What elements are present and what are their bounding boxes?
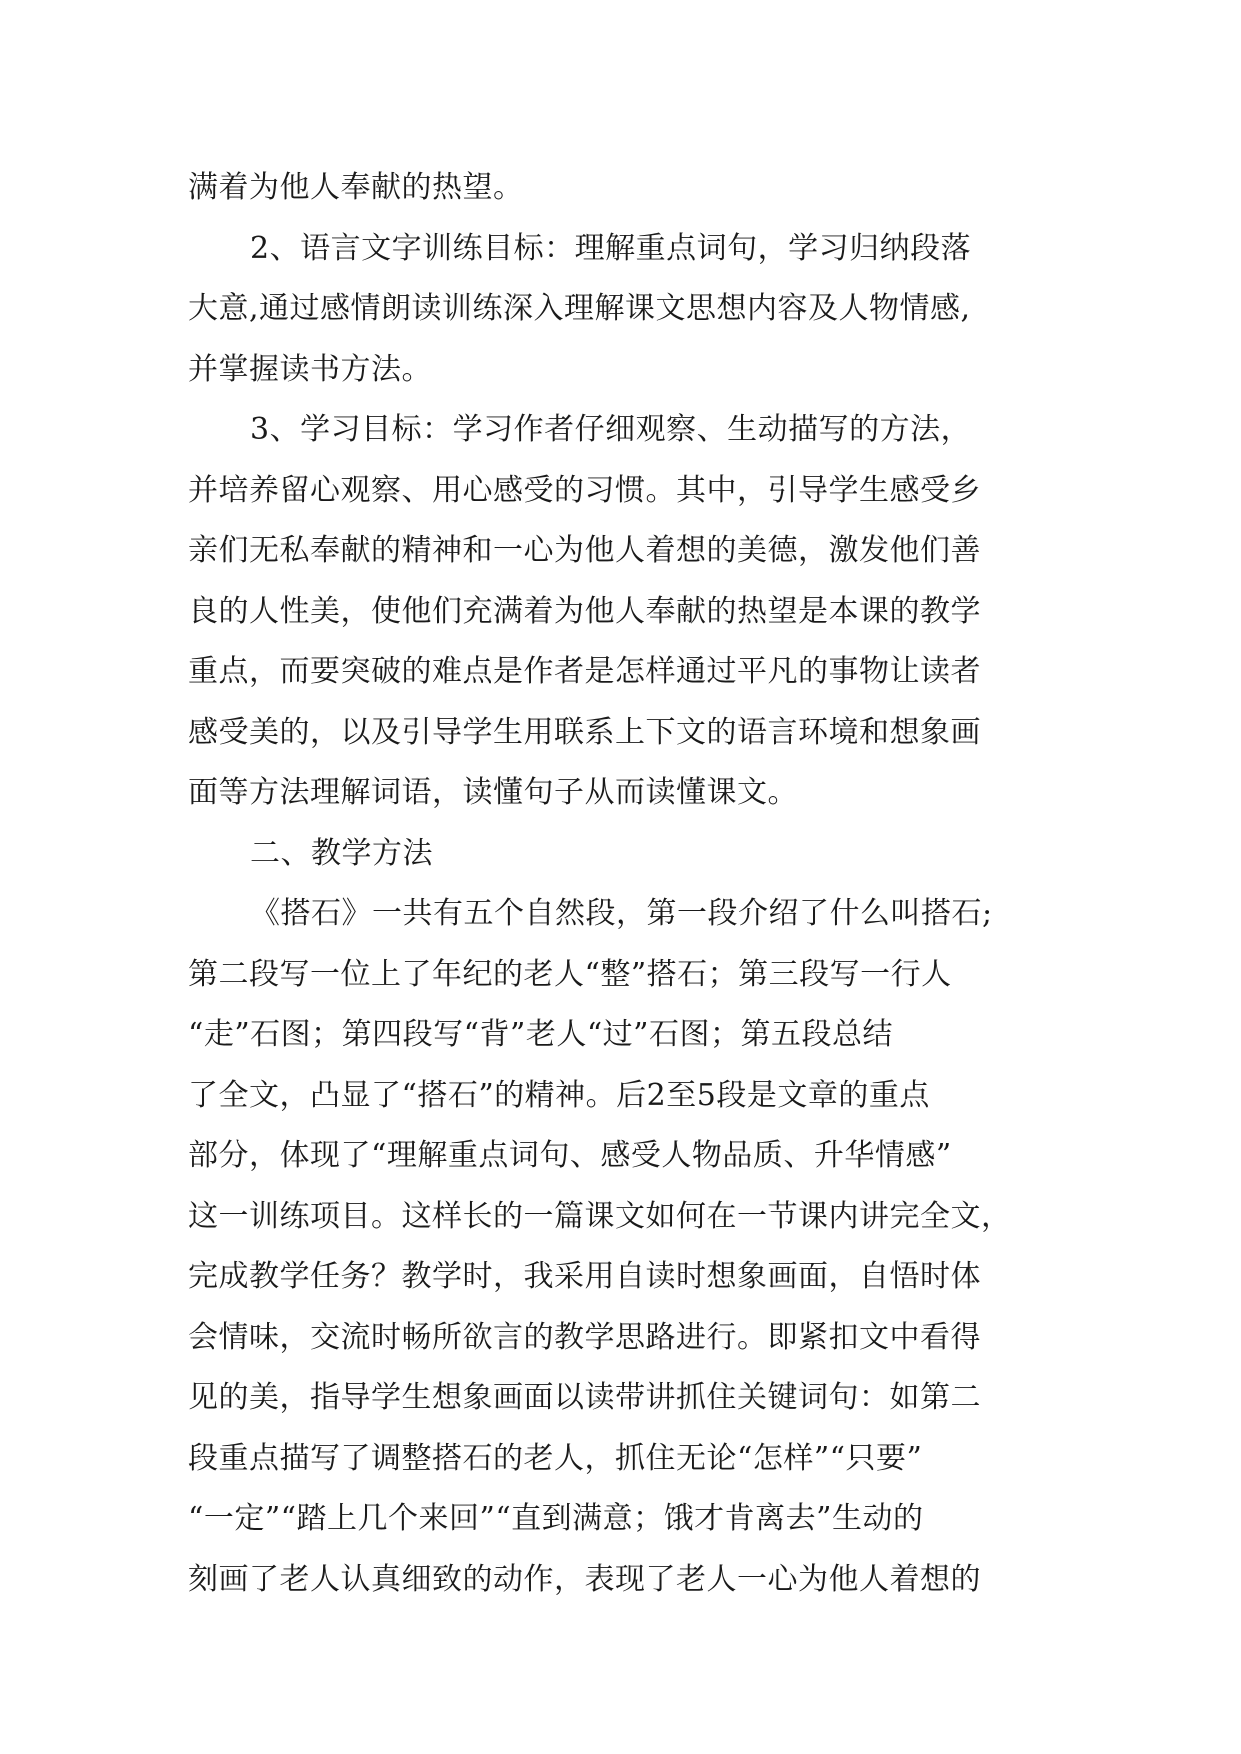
text-line: 第二段写一位上了年纪的老人“整”搭石；第三段写一行人 <box>188 956 952 992</box>
text-line: “走”石图；第四段写“背”老人“过”石图；第五段总结 <box>188 1017 894 1052</box>
text-line: 并掌握读书方法。 <box>188 351 432 387</box>
text-line: 了全文，凸显了“搭石”的精神。后2至5段是文章的重点 <box>188 1077 930 1113</box>
text-line: 良的人性美，使他们充满着为他人奉献的热望是本课的教学 <box>188 593 981 629</box>
text-line: 刻画了老人认真细致的动作，表现了老人一心为他人着想的 <box>188 1561 981 1597</box>
text-line: 这一训练项目。这样长的一篇课文如何在一节课内讲完全文， <box>188 1198 1012 1234</box>
text-line: 并培养留心观察、用心感受的习惯。其中，引导学生感受乡 <box>188 472 981 508</box>
text-line: 重点，而要突破的难点是作者是怎样通过平凡的事物让读者 <box>188 654 981 689</box>
text-line: 《搭石》一共有五个自然段，第一段介绍了什么叫搭石; <box>250 896 993 931</box>
text-line: 满着为他人奉献的热望。 <box>188 170 524 205</box>
text-line: 3、学习目标：学习作者仔细观察、生动描写的方法， <box>250 412 972 447</box>
text-line: 部分，体现了“理解重点词句、感受人物品质、升华情感” <box>188 1138 952 1173</box>
section-heading: 二、教学方法 <box>250 835 433 871</box>
text-line: 大意,通过感情朗读训练深入理解课文思想内容及人物情感, <box>188 291 971 326</box>
text-line: 2、语言文字训练目标：理解重点词句，学习归纳段落 <box>250 230 972 266</box>
text-line: 见的美，指导学生想象画面以读带讲抓住关键词句：如第二 <box>188 1380 981 1415</box>
text-line: 完成教学任务？教学时，我采用自读时想象画面，自悟时体 <box>188 1259 981 1294</box>
text-line: “一定”“踏上几个来回”“直到满意；饿才肯离去”生动的 <box>188 1501 924 1536</box>
text-line: 面等方法理解词语，读懂句子从而读懂课文。 <box>188 775 798 810</box>
document-body <box>188 158 1058 1610</box>
text-line: 亲们无私奉献的精神和一心为他人着想的美德，激发他们善 <box>188 533 981 568</box>
text-line: 感受美的，以及引导学生用联系上下文的语言环境和想象画 <box>188 714 981 750</box>
text-line: 会情味，交流时畅所欲言的教学思路进行。即紧扣文中看得 <box>188 1319 981 1355</box>
text-line: 段重点描写了调整搭石的老人，抓住无论“怎样”“只要” <box>188 1440 923 1476</box>
